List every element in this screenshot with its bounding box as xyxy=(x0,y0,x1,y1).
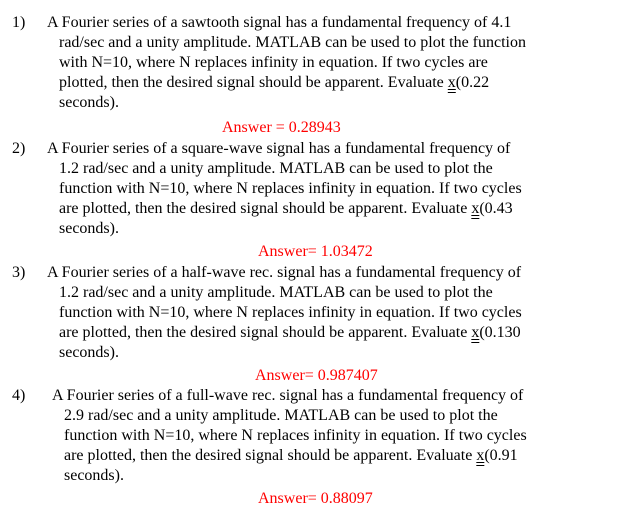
evaluation-point: (0.22 xyxy=(455,74,490,91)
question-number: 3) xyxy=(12,264,26,281)
question-text xyxy=(47,263,607,363)
evaluation-point: (0.91 xyxy=(484,447,518,464)
question-line: rad/sec and a unity amplitude. MATLAB can be used to plot the function xyxy=(59,34,526,51)
answer-text: Answer= 0.88097 xyxy=(258,490,373,507)
question-line: function with N=10, where N replaces infinity in equation. If two cycles xyxy=(59,180,522,197)
question-text xyxy=(52,386,612,486)
question-line: seconds). xyxy=(59,94,119,111)
answer-text: Answer = 0.28943 xyxy=(222,119,341,136)
answer-2 xyxy=(258,242,619,262)
evaluation-point: (0.43 xyxy=(479,200,513,217)
question-line: 2.9 rad/sec and a unity amplitude. MATLAB can be used to plot the xyxy=(64,407,498,424)
question-line: 1.2 rad/sec and a unity amplitude. MATLAB can be used to plot the xyxy=(59,160,493,177)
question-line xyxy=(52,446,612,466)
answer-text: Answer= 0.987407 xyxy=(255,367,378,384)
signal-variable: x xyxy=(471,200,480,217)
question-text xyxy=(47,139,607,239)
answer-1 xyxy=(222,118,619,138)
question-line xyxy=(47,73,607,93)
question-line: seconds). xyxy=(59,220,119,237)
question-line: function with N=10, where N replaces infinity in equation. If two cycles xyxy=(64,427,527,444)
answer-text: Answer= 1.03472 xyxy=(258,243,373,260)
signal-variable: x xyxy=(476,447,485,464)
question-line: A Fourier series of a sawtooth signal has a fundamental frequency of 4.1 xyxy=(47,14,512,31)
evaluation-point: (0.130 xyxy=(479,324,521,341)
question-line-text: are plotted, then the desired signal should be apparent. Evaluate xyxy=(59,200,472,217)
signal-variable: x xyxy=(447,74,456,91)
question-line xyxy=(47,323,607,343)
answer-4 xyxy=(258,489,619,509)
question-line: 1.2 rad/sec and a unity amplitude. MATLAB can be used to plot the xyxy=(59,284,493,301)
question-line-text: plotted, then the desired signal should be apparent. Evaluate xyxy=(59,74,448,91)
question-line: function with N=10, where N replaces infinity in equation. If two cycles xyxy=(59,304,522,321)
question-line: A Fourier series of a half-wave rec. signal has a fundamental frequency of xyxy=(47,264,522,281)
question-number: 1) xyxy=(12,14,26,31)
question-line: with N=10, where N replaces infinity in equation. If two cycles are xyxy=(59,54,488,71)
question-text xyxy=(47,13,607,113)
question-line xyxy=(47,199,607,219)
question-line: seconds). xyxy=(64,467,124,484)
signal-variable: x xyxy=(471,324,480,341)
answer-3 xyxy=(255,366,619,386)
question-number: 2) xyxy=(12,140,26,157)
question-line: A Fourier series of a full-wave rec. signal has a fundamental frequency of xyxy=(52,387,524,404)
question-line: A Fourier series of a square-wave signal has a fundamental frequency of xyxy=(47,140,511,157)
question-number: 4) xyxy=(12,387,26,404)
question-line: seconds). xyxy=(59,344,119,361)
question-line-text: are plotted, then the desired signal should be apparent. Evaluate xyxy=(64,447,477,464)
question-line-text: are plotted, then the desired signal should be apparent. Evaluate xyxy=(59,324,472,341)
